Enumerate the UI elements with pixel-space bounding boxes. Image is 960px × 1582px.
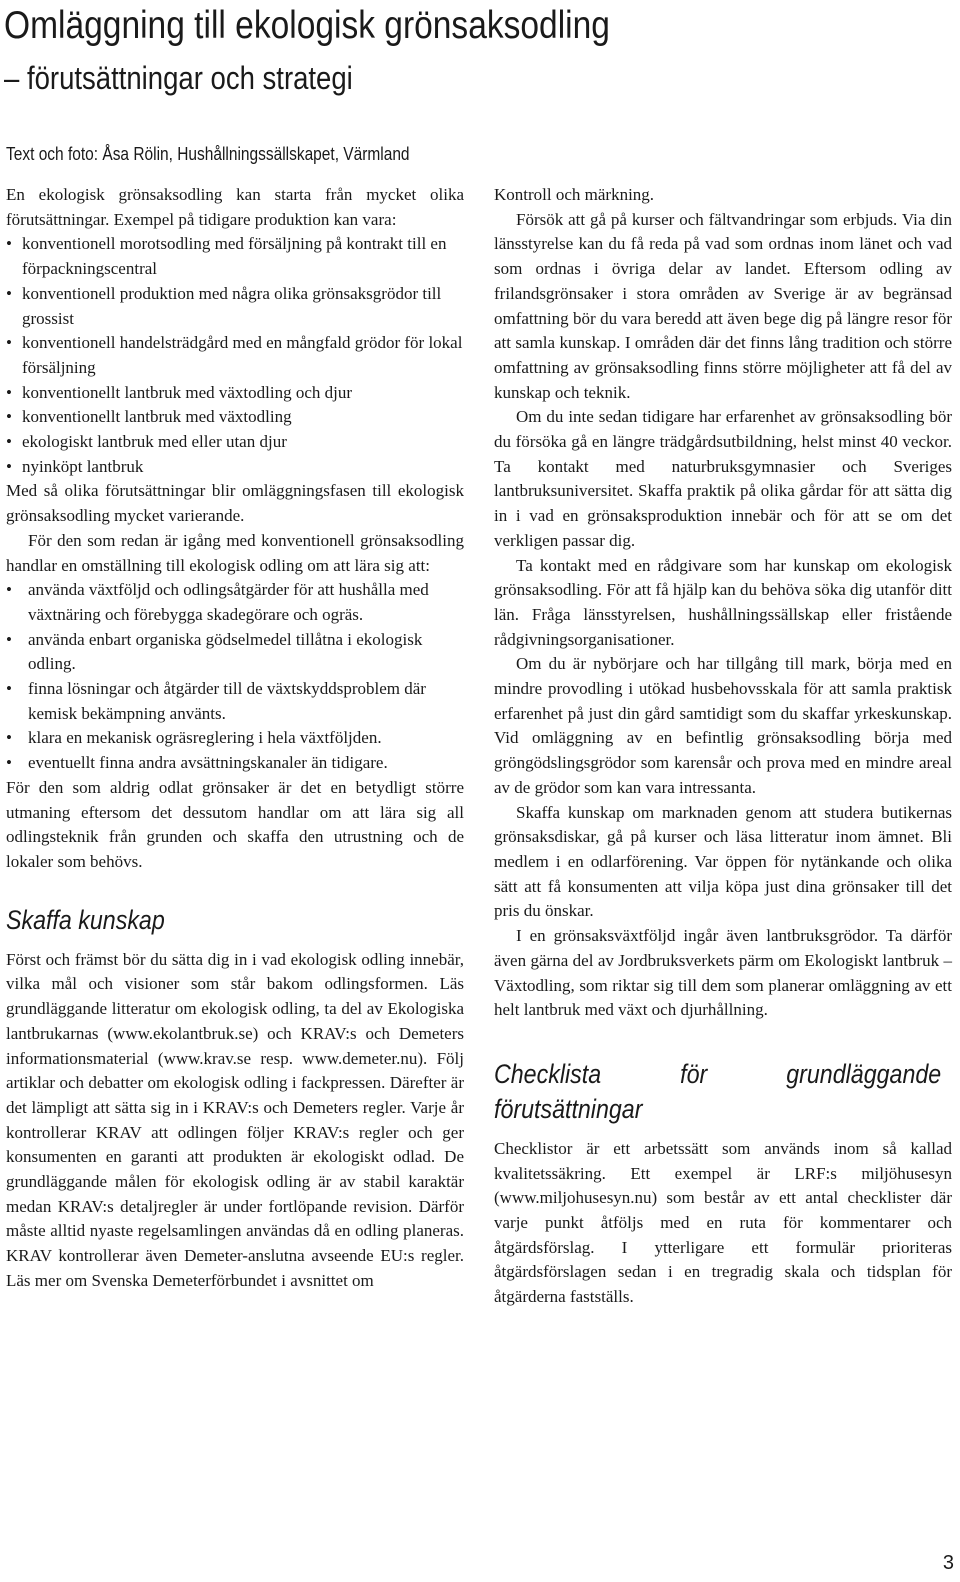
body-paragraph: Försök att gå på kurser och fältvandringar som erbjuds. Via din länsstyrelse kan du få reda på vad som ordnas inom länet och vad som ordnas i övriga delar av landet. Eftersom odling av frilandsgrönsaker i stora områden av Sverige är av begränsad omfattning bör du vara beredd att även bege dig på längre resor för att samla kunskap. I områden där det finns lång tradition och större omfattning av grönsaksodling finns större möjligheter att få del av kunskap och teknik. (494, 209, 952, 402)
body-paragraph: Med så olika förutsättningar blir omläggningsfasen till ekologisk grönsaksodling mycket varierande. (6, 481, 464, 526)
learning-list (6, 578, 464, 776)
byline: Text och foto: Åsa Rölin, Hushållningssällskapet, Värmland (6, 144, 410, 164)
list-item: • klara en mekanisk ogräsreglering i hela växtföljden. (6, 726, 464, 751)
list-item: • konventionellt lantbruk med växtodling och djur (6, 381, 464, 406)
body-paragraph: Om du är nybörjare och har tillgång till mark, börja med en mindre provodling i utökad husbehovsskala för att samla praktisk erfarenhet på just din gård samtidigt som du skaffar yrkeskunskap. Vid omläggning av en befintlig grönsaksodling börja med gröngödslingsgrödor som karensår och prova med en mindre areal av de grödor som kan vara intressanta. (494, 654, 952, 797)
intro-paragraph: En ekologisk grönsaksodling kan starta från mycket olika förutsättningar. Exempel på tidigare produktion kan vara: (6, 185, 464, 229)
page-subtitle: – förutsättningar och strategi (4, 60, 353, 96)
body-paragraph: Kontroll och märkning. (494, 185, 655, 204)
list-item: • konventionell produktion med några olika grönsaksgrödor till grossist (6, 282, 464, 331)
list-item: • använda enbart organiska gödselmedel tillåtna i ekologisk odling. (6, 628, 464, 677)
list-item: • konventionell handelsträdgård med en mångfald grödor för lokal försäljning (6, 331, 464, 380)
body-paragraph: För den som redan är igång med konventionell grönsaksodling handlar en omställning till ekologisk odling om att lära sig att: (6, 530, 464, 575)
right-column (494, 183, 952, 1310)
production-list (6, 232, 464, 479)
list-item: • finna lösningar och åtgärder till de växtskyddsproblem där kemisk bekämpning använts. (6, 677, 464, 726)
list-item: • eventuellt finna andra avsättningskanaler än tidigare. (6, 751, 464, 776)
body-paragraph: Ta kontakt med en rådgivare som har kunskap om ekologisk grönsaksodling. För att få hjälp kan du behöva söka dig utanför ditt län. Fråga länsstyrelsen, hushållningssällskap eller fristående rådgivningsorganisationer. (494, 555, 952, 649)
body-paragraph: För den som aldrig odlat grönsaker är det en betydligt större utmaning eftersom det dessutom handlar om att lära sig all odlingsteknik från grunden och skaffa den utrustning och de lokaler som behövs. (6, 777, 464, 871)
body-paragraph: I en grönsaksväxtföljd ingår även lantbruksgrödor. Ta därför även gärna del av Jordbruksverkets pärm om Ekologiskt lantbruk – Växtodling, som riktar sig till dem som planerar omläggning av ett helt lantbruk med växt och djurhållning. (494, 926, 952, 1020)
body-paragraph: Om du inte sedan tidigare har erfarenhet av grönsaksodling bör du försöka gå en längre trädgårdsutbildning, helst minst 40 veckor. Ta kontakt med naturbruksgymnasier och Sveriges lantbruksuniversitet. Skaffa praktik på olika gårdar för att sätta dig in i vad en grönsaksproduktion innebär och för att se om det verkligen passar dig. (494, 407, 952, 550)
list-item: • konventionellt lantbruk med växtodling (6, 405, 464, 430)
list-item: • använda växtföljd och odlingsåtgärder för att hushålla med växtnäring och förebygga skadegörare och ogräs. (6, 578, 464, 627)
body-paragraph: Checklistor är ett arbetssätt som används inom så kallad kvalitetssäkring. Ett exempel är LRF:s miljöhusesyn (www.miljohusesyn.nu) som består av ett antal checklister där varje punkt åtföljs med en ruta för kommentarer och åtgärdsförslag. I ytterligare ett formulär prioriteras åtgärdsförslagen sedan i en tregradig skala och tidsplan för åtgärderna fastställs. (494, 1138, 952, 1307)
left-column (6, 183, 464, 1294)
page-number: 3 (942, 1552, 954, 1574)
page-title: Omläggning till ekologisk grönsaksodling (4, 4, 610, 47)
section-heading-skaffa-kunskap: Skaffa kunskap (6, 904, 165, 935)
list-item: • nyinköpt lantbruk (6, 455, 464, 480)
body-paragraph: Först och främst bör du sätta dig in i vad ekologisk odling innebär, vilka mål och visioner som står bakom odlingsformen. Läs grundläggande litteratur om ekologisk odling, ta del av Ekologiska lantbrukarnas (www.ekolantbruk.se) och KRAV:s och Demeters informationsmaterial (www.krav.se resp. www.demeter.nu). Följ artiklar och debatter om ekologisk odling i fackpressen. Därefter är det lämpligt att sätta sig in i KRAV:s och Demeters regler. Varje år kontrollerar KRAV att odlingen följer KRAV:s regler och ger konsumenten en garanti att produkten är ekologiskt odlad. De grundläggande målen för ekologisk odling är av stabil karaktär medan KRAV:s detaljregler är under fortlöpande revision. Därför måste alltid nyaste regelsamlingen användas då en odling planeras. KRAV kontrollerar även Demeter-anslutna avseende EU:s regler. Läs mer om Svenska Demeterförbundet i avsnittet om (6, 949, 464, 1290)
list-item: • ekologiskt lantbruk med eller utan djur (6, 430, 464, 455)
section-heading-checklista: Checklista för grundläggande förutsättningar (494, 1058, 942, 1124)
list-item: • konventionell morotsodling med försäljning på kontrakt till en förpackningscentral (6, 232, 464, 281)
body-paragraph: Skaffa kunskap om marknaden genom att studera butikernas grönsaksdiskar, gå på kurser och läsa litteratur inom ämnet. Bli medlem i en odlarförening. Var öppen för nytänkande och olika sätt att få konsumenten att vilja köpa just dina grönsaker till det pris du önskar. (494, 802, 952, 921)
